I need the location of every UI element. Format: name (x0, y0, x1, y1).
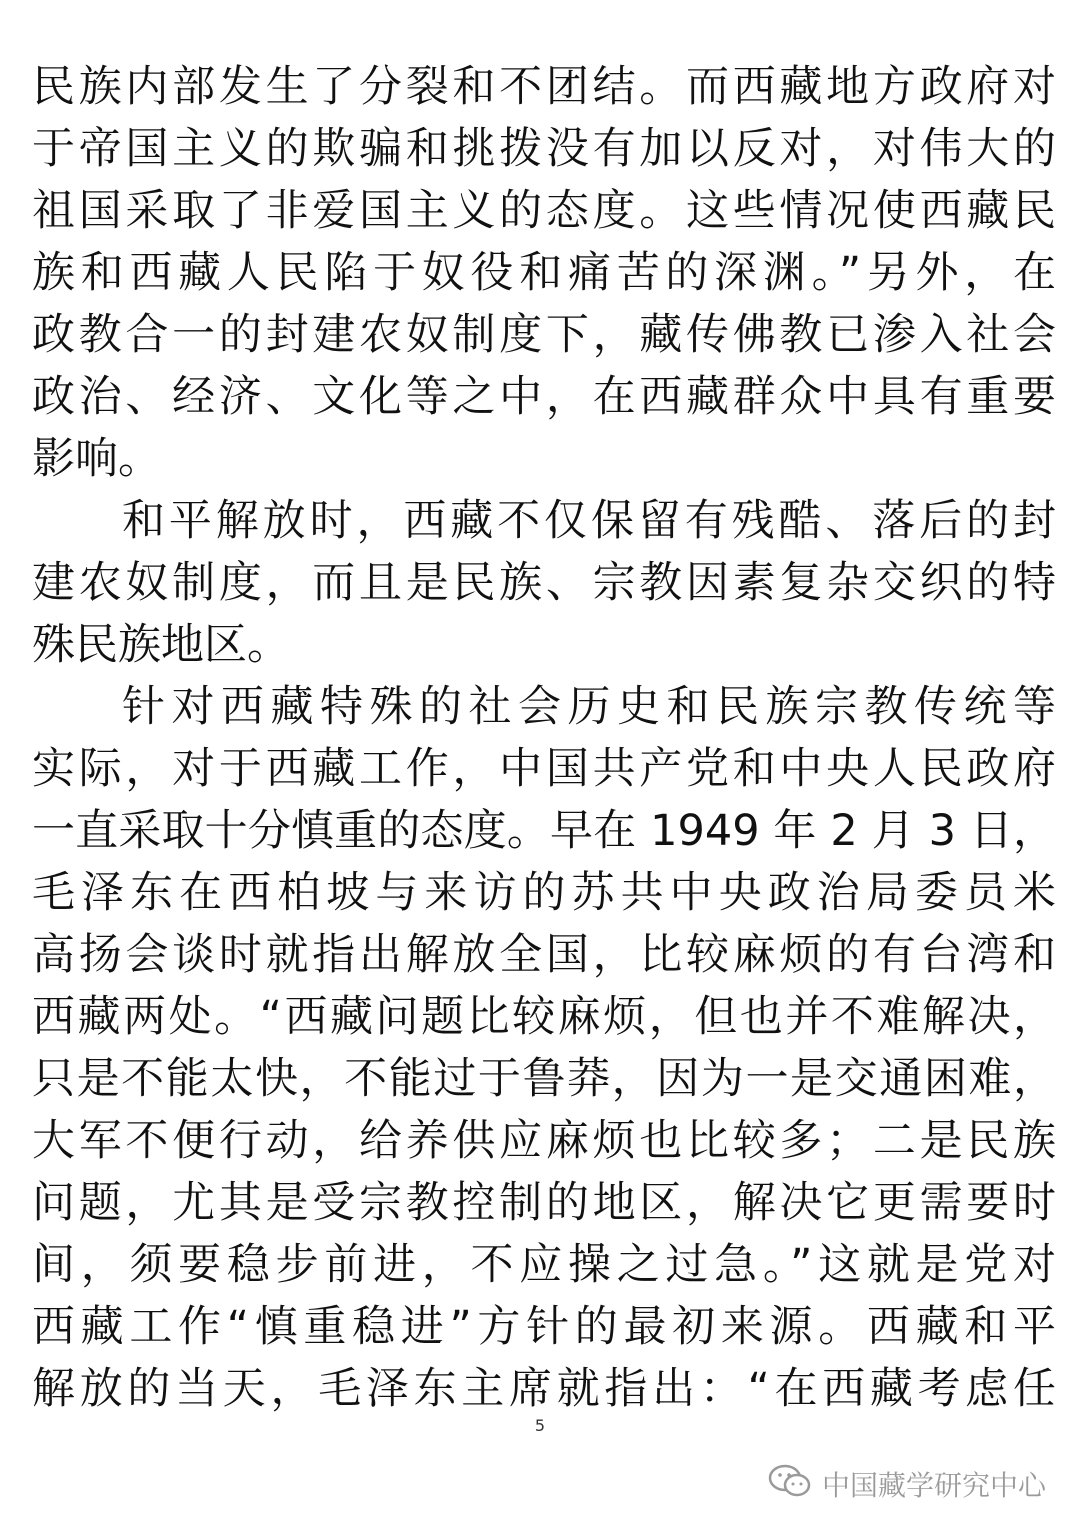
text-line: 高扬会谈时就指出解放全国，比较麻烦的有台湾和 (32, 930, 1056, 980)
text-line: 殊民族地区。 (32, 620, 290, 670)
text-line: 实际，对于西藏工作，中国共产党和中央人民政府 (32, 744, 1056, 794)
text-line: 毛泽东在西柏坡与来访的苏共中央政治局委员米 (32, 868, 1056, 918)
wechat-icon (768, 1463, 812, 1506)
text-line: 祖国采取了非爱国主义的态度。这些情况使西藏民 (32, 186, 1056, 236)
text-line: 解放的当天，毛泽东主席就指出：“在西藏考虑任 (32, 1364, 1056, 1414)
text-line: 针对西藏特殊的社会历史和民族宗教传统等 (122, 682, 1056, 732)
text-line: 建农奴制度，而且是民族、宗教因素复杂交织的特 (32, 558, 1056, 608)
text-line: 西藏两处。“西藏问题比较麻烦，但也并不难解决， (32, 992, 1056, 1042)
body-text (32, 56, 1056, 1420)
watermark (768, 1462, 1046, 1506)
text-line: 族和西藏人民陷于奴役和痛苦的深渊。”另外，在 (32, 248, 1056, 298)
text-line: 西藏工作“慎重稳进”方针的最初来源。西藏和平 (32, 1302, 1056, 1352)
text-line: 于帝国主义的欺骗和挑拨没有加以反对，对伟大的 (32, 124, 1056, 174)
text-line: 问题，尤其是受宗教控制的地区，解决它更需要时 (32, 1178, 1056, 1228)
text-line: 一直采取十分慎重的态度。早在 1949 年 2 月 3 日， (32, 806, 1056, 856)
watermark-text: 中国藏学研究中心 (821, 1469, 1046, 1502)
text-line: 只是不能太快，不能过于鲁莽，因为一是交通困难， (32, 1054, 1056, 1104)
text-line: 政治、经济、文化等之中，在西藏群众中具有重要 (32, 372, 1056, 422)
text-line: 影响。 (32, 434, 161, 484)
text-line: 民族内部发生了分裂和不团结。而西藏地方政府对 (32, 62, 1056, 112)
text-line: 政教合一的封建农奴制度下，藏传佛教已渗入社会 (32, 310, 1056, 360)
text-line: 大军不便行动，给养供应麻烦也比较多；二是民族 (32, 1116, 1056, 1166)
text-line: 间，须要稳步前进，不应操之过急。”这就是党对 (32, 1240, 1056, 1290)
text-line: 和平解放时，西藏不仅保留有残酷、落后的封 (122, 496, 1056, 546)
page-number: 5 (534, 1416, 546, 1435)
